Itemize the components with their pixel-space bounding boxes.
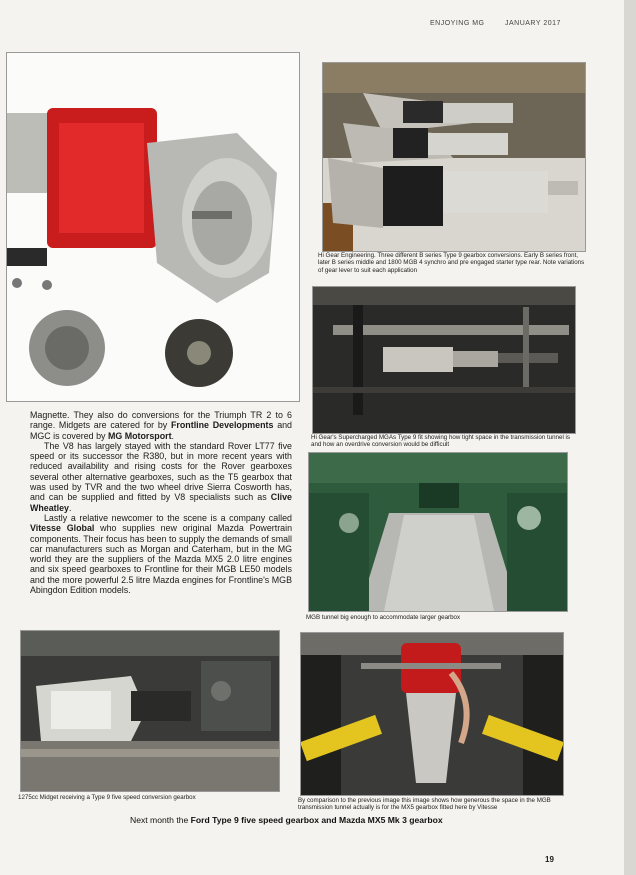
photo-mga-transmission-tunnel [312,286,576,434]
article-body [30,410,292,595]
magazine-name: ENJOYING MG [430,20,485,27]
photo-mx5-gearbox-fitted [300,632,564,796]
caption-hi-gear: Hi Gear Engineering. Three different B series Type 9 gearbox conversions. Early B series front, later B series middle and 1800 MGB 4 synchro and pre engaged starter type rear. Note variations of gear lever to suit each application [318,252,585,274]
issue-date: JANUARY 2017 [504,20,561,27]
page-number: 19 [545,855,554,864]
paragraph-1: Magnette. They also do conversions for the Triumph TR 2 to 6 range. Midgets are catered for by Frontline Developments and MGC is covered by MG Motorsport. [30,410,292,441]
page-header [430,20,579,27]
photo-mgb-tunnel [308,452,568,612]
caption-mga: Hi Gear's Supercharged MGAs Type 9 fit showing how tight space in the transmission tunnel is and how an overdrive conversion would be difficult [311,434,571,449]
photo-midget-conversion [20,630,280,792]
next-month-teaser: Next month the Ford Type 9 five speed gearbox and Mazda MX5 Mk 3 gearbox [130,815,443,825]
caption-comparison: By comparison to the previous image this image shows how generous the space in the MGB transmission tunnel actually is for the MX5 gearbox fitted here by Vitesse [298,797,551,812]
photo-three-gearboxes [322,62,586,252]
page-edge [624,0,636,875]
paragraph-2: The V8 has largely stayed with the standard Rover LT77 five speed or its successor the R380, but in more recent years with reduced availability and rising costs for the Rover gearboxes several other alternative gearboxes, such as the T5 gearbox that was used by TVR and the two wheel drive Sierra Cosworth has, and can be supplied and fitted by V8 specialists such as Clive Wheatley. [30,440,292,513]
photo-gearbox-clutch [6,52,300,402]
caption-tunnel: MGB tunnel big enough to accommodate larger gearbox [306,614,461,621]
paragraph-3: Lastly a relative newcomer to the scene is a company called Vitesse Global who supplies new original Mazda Powertrain components. Their focus has been to supply the demands of small car manufacturers such as Morgan and Caterham, but in the MG world they are the suppliers of the Mazda MX5 2.0 litre engines and six speed gearboxes to Frontline for their MGB LE50 models and the more powerful 2.5 litre Mazda engines for Frontline's MGB Abingdon Edition models. [30,512,292,596]
caption-midget: 1275cc Midget receiving a Type 9 five speed conversion gearbox [18,794,196,801]
